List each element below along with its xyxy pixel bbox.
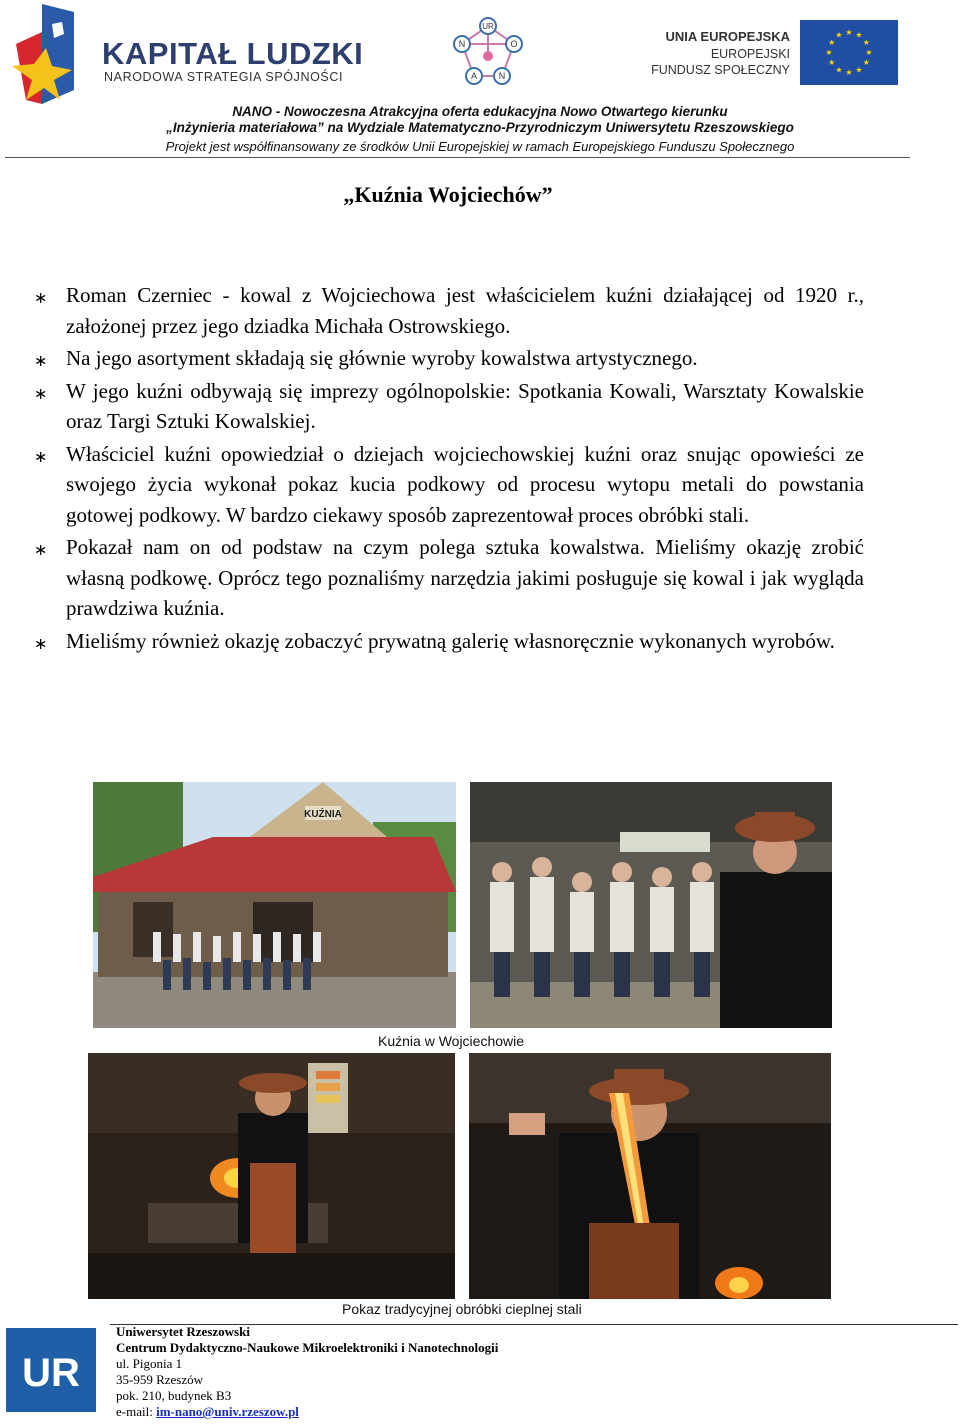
eu-line-2: EUROPEJSKI	[710, 47, 790, 61]
project-line-1: NANO - Nowoczesna Atrakcyjna oferta edukacyjna Nowo Otwartego kierunku	[232, 104, 728, 119]
svg-text:N: N	[498, 71, 506, 81]
bullet-icon: ∗	[34, 542, 48, 559]
list-item	[34, 376, 864, 437]
list-item-text: W jego kuźni odbywają się imprezy ogólnopolskie: Spotkania Kowali, Warsztaty Kowalskie oraz Targi Sztuki Kowalskiej.	[66, 378, 864, 433]
bullet-icon: ∗	[34, 385, 48, 403]
footer-centre: Centrum Dydaktyczno-Naukowe Mikroelektroniki i Nanotechnologii	[116, 1340, 499, 1355]
bullet-icon: ∗	[34, 290, 48, 307]
photo-group-indoors	[470, 782, 832, 1028]
list-item-text: Właściciel kuźni opowiedział o dziejach wojciechowskiej kuźni oraz snując opowieści ze swojego życia wykonał pokaz kucia podkowy od procesu wytopu metali do powstania gotowej podkowy. W bardzo ciekawy sposób zaprezentował proces obróbki stali.	[66, 441, 864, 527]
university-logo	[6, 1328, 96, 1412]
footer-email-label: e-mail:	[116, 1404, 157, 1419]
bullet-icon: ∗	[34, 353, 48, 370]
list-item-text: Na jego asortyment składają się głównie wyroby kowalstwa artystycznego.	[66, 346, 698, 370]
list-item	[34, 343, 864, 374]
eu-star-icon: ★	[845, 68, 853, 77]
footer-email-link[interactable]: im-nano@univ.rzeszow.pl	[156, 1404, 299, 1419]
eu-star-icon: ★	[825, 48, 833, 57]
eu-line-1: UNIA EUROPEJSKA	[665, 29, 790, 44]
eu-star-icon: ★	[865, 48, 873, 57]
list-item	[34, 280, 864, 341]
footer-email-row	[116, 1404, 498, 1420]
eu-text	[640, 28, 790, 78]
footer-street: ul. Pigonia 1	[116, 1356, 183, 1371]
list-item-text: Mieliśmy również okazję zobaczyć prywatną galerię własnoręcznie wykonanych wyrobów.	[66, 628, 835, 653]
kapital-ludzki-subtitle: NARODOWA STRATEGIA SPÓJNOŚCI	[104, 70, 344, 84]
list-item	[34, 439, 864, 531]
bullet-icon: ∗	[34, 448, 48, 466]
sign-text: KUŹNIA	[304, 809, 342, 820]
photo-glowing-steel	[469, 1053, 831, 1299]
eu-line-3: FUNDUSZ SPOŁECZNY	[651, 63, 790, 77]
eu-flag	[800, 20, 898, 85]
photo-caption-2: Pokaz tradycyjnej obróbki cieplnej stali	[342, 1301, 582, 1317]
photo-blacksmith-fire	[88, 1053, 455, 1299]
eu-star-icon: ★	[835, 65, 843, 75]
nano-logo	[448, 16, 528, 88]
eu-star-icon: ★	[862, 38, 870, 47]
list-item	[34, 626, 864, 657]
photo-caption-1: Kuźnia w Wojciechowie	[378, 1033, 525, 1049]
eu-star-icon: ★	[855, 65, 863, 75]
list-item	[34, 532, 864, 624]
eu-star-icon: ★	[828, 38, 836, 47]
photo-forge-building	[93, 782, 456, 1028]
eu-star-icon: ★	[855, 30, 863, 40]
university-logo-text: UR	[22, 1351, 80, 1395]
svg-text:N: N	[458, 39, 466, 49]
footer-address	[116, 1324, 498, 1420]
project-line-3: Projekt jest współfinansowany ze środków Unii Europejskiej w ramach Europejskiego Funduszu Społecznego	[165, 139, 795, 154]
project-line-2: „Inżynieria materiałowa” na Wydziale Matematyczno-Przyrodniczym Uniwersytetu Rzeszowskiego	[166, 120, 794, 135]
bullet-icon: ∗	[34, 635, 48, 653]
footer-university: Uniwersytet Rzeszowski	[116, 1324, 250, 1339]
eu-star-icon: ★	[862, 58, 870, 67]
eu-star-icon: ★	[845, 28, 853, 37]
document-title: „Kuźnia Wojciechów”	[343, 182, 553, 207]
footer-room: pok. 210, budynek B3	[116, 1388, 232, 1403]
svg-text:O: O	[510, 39, 518, 49]
kapital-ludzki-title: KAPITAŁ LUDZKI	[102, 36, 364, 71]
list-item-text: Roman Czerniec - kowal z Wojciechowa jest właścicielem kuźni działającej od 1920 r., założonej przez jego dziadka Michała Ostrowskiego.	[66, 283, 864, 338]
svg-text:A: A	[470, 71, 478, 81]
list-item-text: Pokazał nam on od podstaw na czym polega sztuka kowalstwa. Mieliśmy okazję zrobić własną podkowę. Oprócz tego poznaliśmy narzędzia jakimi posługuje się kowal i jak wygląda prawdziwa kuźnia.	[66, 535, 864, 620]
eu-star-icon: ★	[828, 58, 836, 67]
footer-city: 35-959 Rzeszów	[116, 1372, 204, 1387]
kapital-ludzki-logo	[12, 4, 78, 108]
svg-text:UR: UR	[482, 22, 494, 31]
bullet-list	[34, 280, 864, 658]
eu-star-icon: ★	[835, 30, 843, 40]
header-divider	[5, 157, 910, 158]
